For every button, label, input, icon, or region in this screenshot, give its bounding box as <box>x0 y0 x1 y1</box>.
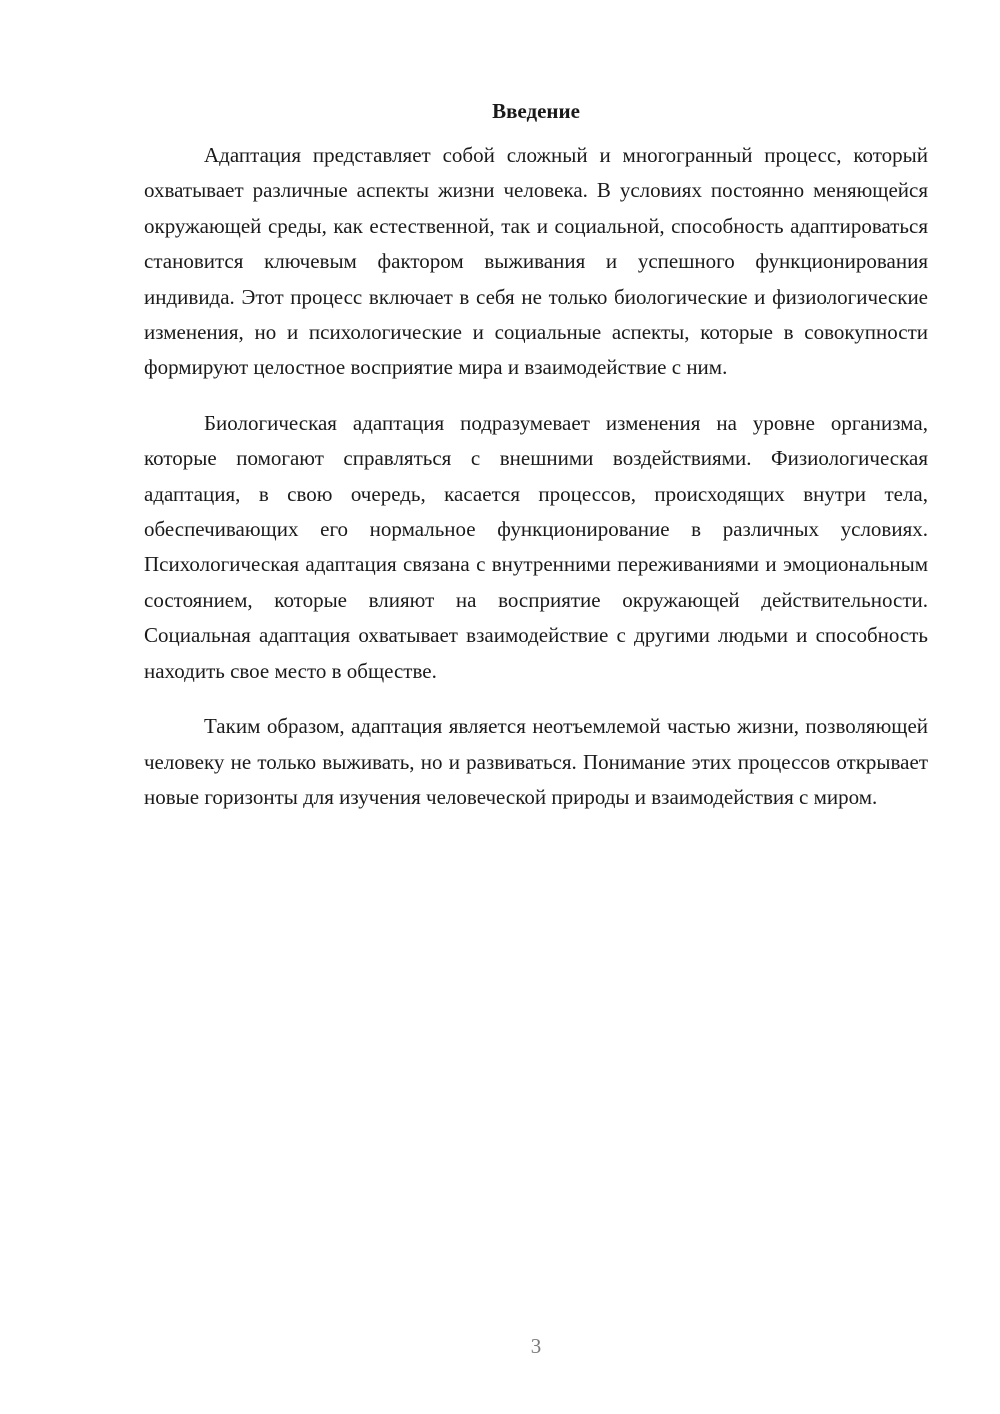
section-heading: Введение <box>492 99 580 123</box>
paragraph-2: Биологическая адаптация подразумевает изменения на уровне организма, которые помогают справляться с внешними воздействиями. Физиологическая адаптация, в свою очередь, касается процессов, происходящих внутри тела, обеспечивающих его нормальное функционирование в различных условиях. Психологическая адаптация связана с внутренними переживаниями и эмоциональным состоянием, которые влияют на восприятие окружающей действительности. Социальная адаптация охватывает взаимодействие с другими людьми и способность находить свое место в обществе. <box>144 410 928 683</box>
paragraph-1: Адаптация представляет собой сложный и многогранный процесс, который охватывает различные аспекты жизни человека. В условиях постоянно меняющейся окружающей среды, как естественной, так и социальной, способность адаптироваться становится ключевым фактором выживания и успешного функционирования индивида. Этот процесс включает в себя не только биологические и физиологические изменения, но и психологические и социальные аспекты, которые в совокупности формируют целостное восприятие мира и взаимодействие с ним. <box>144 143 928 380</box>
page-content <box>144 96 928 835</box>
page-number: 3 <box>530 1334 542 1358</box>
paragraph-3: Таким образом, адаптация является неотъемлемой частью жизни, позволяющей человеку не только выживать, но и развиваться. Понимание этих процессов открывает новые горизонты для изучения человеческой природы и взаимодействия с миром. <box>144 714 928 809</box>
